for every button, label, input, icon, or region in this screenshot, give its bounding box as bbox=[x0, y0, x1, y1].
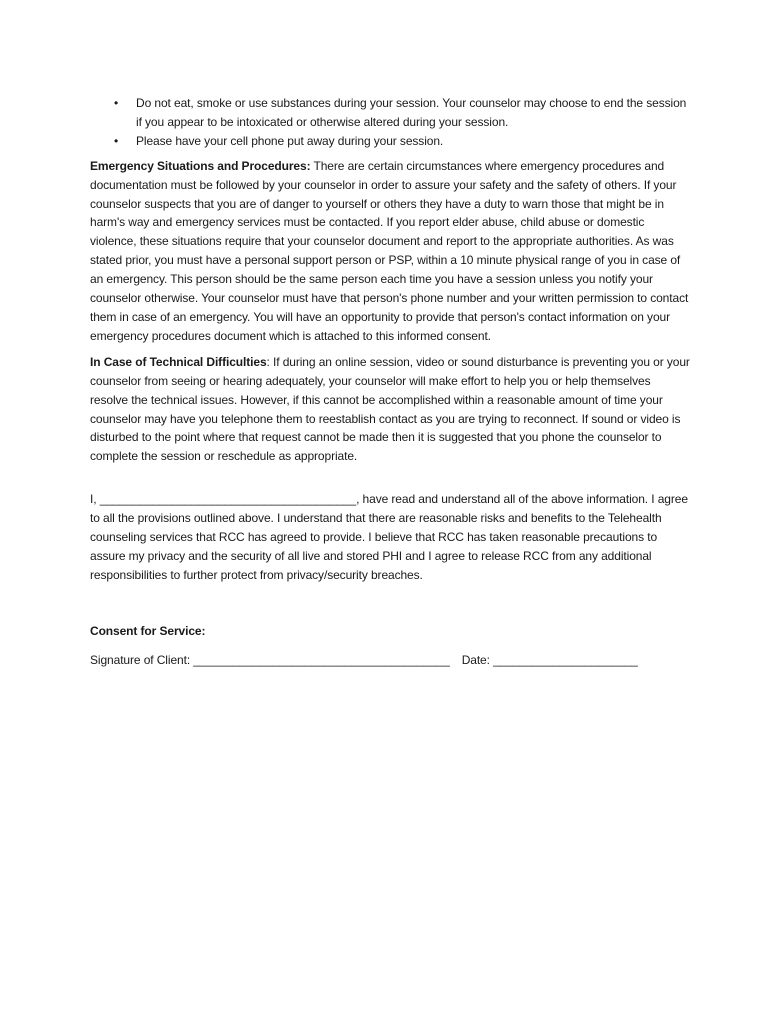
signature-line[interactable]: _______________________________________ bbox=[193, 652, 450, 667]
list-item bbox=[90, 132, 690, 151]
bullet-icon: • bbox=[114, 133, 119, 148]
signature-row bbox=[90, 651, 690, 670]
rules-list bbox=[90, 94, 690, 151]
document-body bbox=[90, 94, 690, 670]
bullet-icon: • bbox=[114, 96, 119, 110]
date-line[interactable]: ______________________ bbox=[493, 652, 638, 667]
acknowledgement-section bbox=[90, 490, 690, 585]
list-item bbox=[90, 94, 690, 132]
technical-heading: In Case of Technical Difficulties bbox=[90, 354, 267, 369]
list-item-text: Do not eat, smoke or use substances during your session. Your counselor may choose to end the session if you appear to be intoxicated or otherwise altered during your session. bbox=[136, 96, 687, 129]
technical-section bbox=[90, 353, 690, 466]
date-label: Date: bbox=[461, 652, 494, 667]
consent-title: Consent for Service: bbox=[90, 623, 206, 638]
technical-text: : If during an online session, video or sound disturbance is preventing you or your counselor from seeing or hearing adequately, your counselor will make effort to help you or help themselves resolve the technical issues. However, if this cannot be accomplished within a reasonable amount of time your counselor may have you telephone them to reestablish contact as you are trying to reconnect. If sound or video is disturbed to the point where that request cannot be made then it is suggested that you phone the counselor to complete the session or reschedule as appropriate. bbox=[90, 354, 690, 464]
emergency-text: There are certain circumstances where emergency procedures and documentation must be followed by your counselor in order to assure your safety and the safety of others. If your counselor suspects that you are of danger to yourself or others they have a duty to warn those that might be in harm's way and emergency services must be contacted. If you report elder abuse, child abuse or domestic violence, these situations require that your counselor document and report to the appropriate authorities. As was stated prior, you must have a personal support person or PSP, within a 10 minute physical range of you in case of an emergency. This person should be the same person each time you have a session unless you notify your counselor otherwise. Your counselor must have that person's phone number and your written permission to contact them in case of an emergency. You will have an opportunity to provide that person's contact information on your emergency procedures document which is attached to this informed consent. bbox=[90, 158, 689, 343]
emergency-section bbox=[90, 157, 690, 346]
list-item-text: Please have your cell phone put away during your session. bbox=[136, 133, 444, 148]
signature-label: Signature of Client: bbox=[90, 652, 194, 667]
acknowledgement-text: I, _______________________________________, have read and understand all of the above information. I agree to all the provisions outlined above. I understand that there are reasonable risks and benefits to the Telehealth counseling services that RCC has agreed to provide. I believe that RCC has taken reasonable precautions to assure my privacy and the security of all live and stored PHI and I agree to release RCC from any additional responsibilities to further protect from privacy/security breaches. bbox=[90, 492, 688, 582]
emergency-heading: Emergency Situations and Procedures: bbox=[90, 158, 311, 173]
